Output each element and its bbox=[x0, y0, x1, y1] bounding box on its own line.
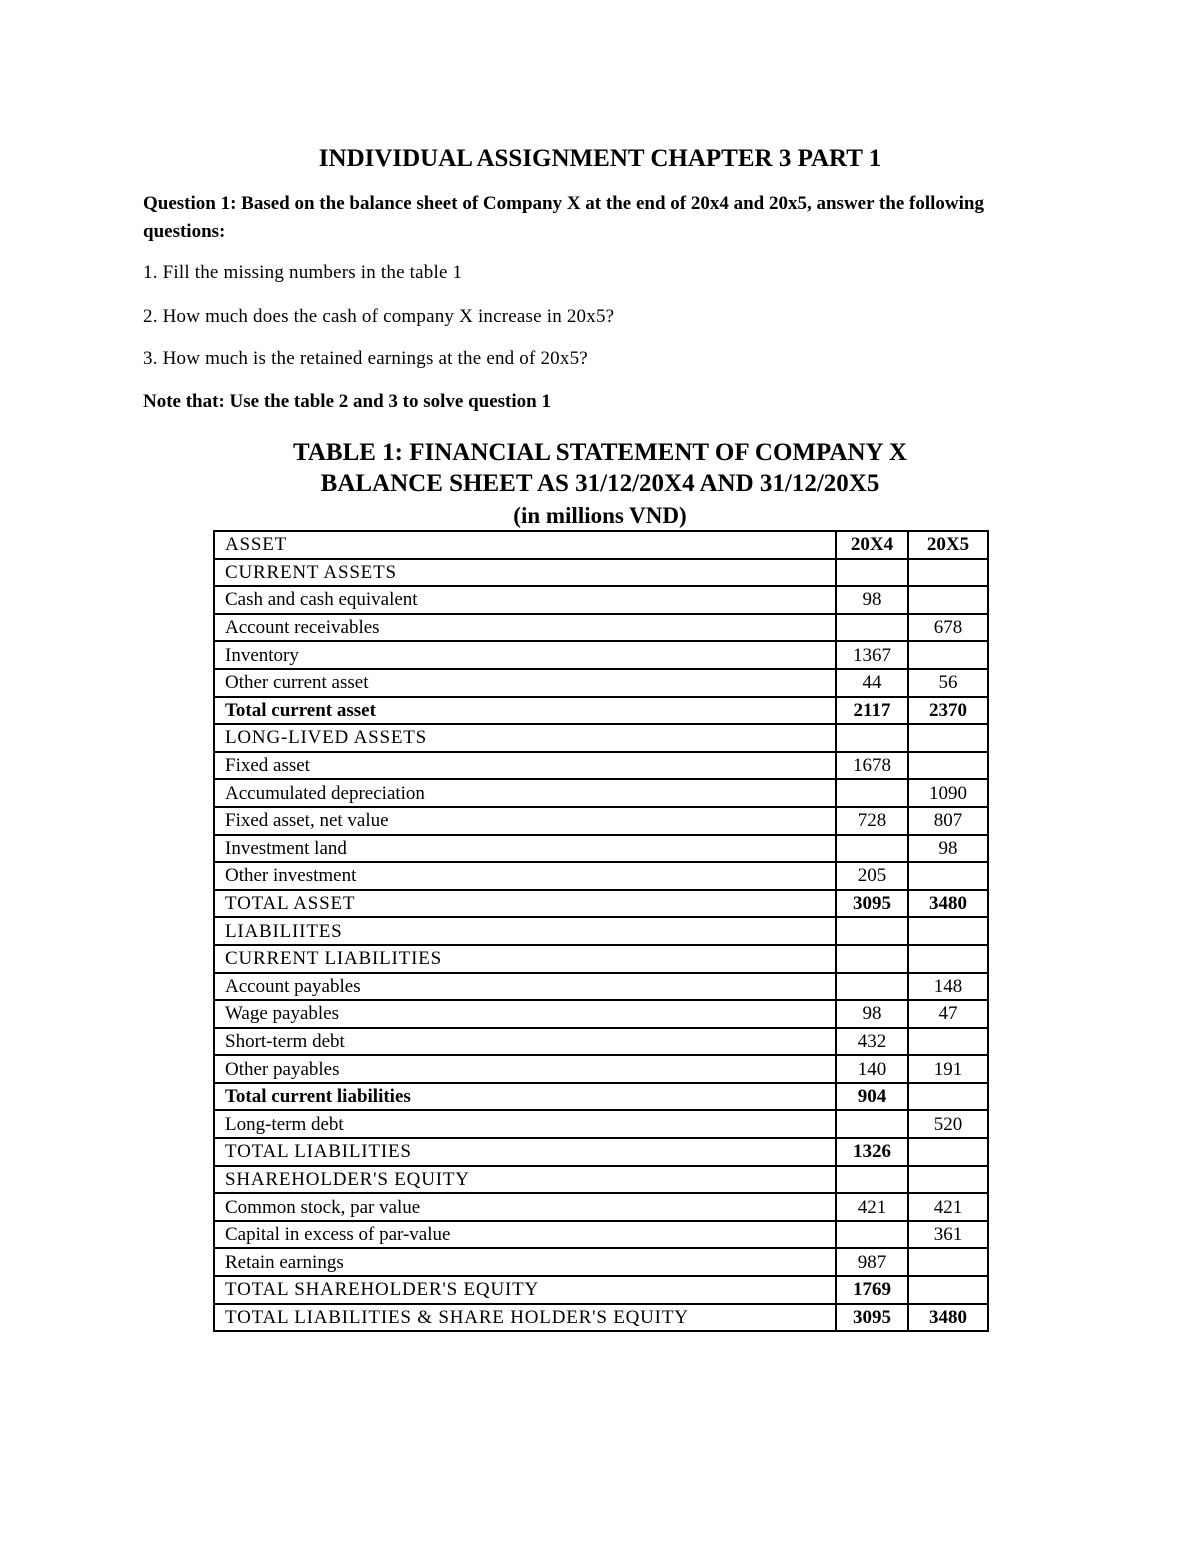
value-20x4 bbox=[836, 779, 908, 807]
row-label: Wage payables bbox=[214, 1000, 836, 1028]
note-text: Note that: Use the table 2 and 3 to solve question 1 bbox=[143, 391, 551, 412]
header-label: ASSET bbox=[214, 531, 836, 559]
value-20x5 bbox=[908, 1083, 988, 1111]
value-20x5 bbox=[908, 945, 988, 973]
table-row bbox=[214, 807, 988, 835]
value-20x5 bbox=[908, 1166, 988, 1194]
row-label: SHAREHOLDER'S EQUITY bbox=[214, 1166, 836, 1194]
value-20x4: 987 bbox=[836, 1248, 908, 1276]
row-label: LONG-LIVED ASSETS bbox=[214, 724, 836, 752]
value-20x5: 47 bbox=[908, 1000, 988, 1028]
question-text: Question 1: Based on the balance sheet of Company X at the end of 20x4 and 20x5, answer the following questions: bbox=[143, 193, 984, 242]
question-item-2: 2. How much does the cash of company X increase in 20x5? bbox=[143, 306, 615, 327]
table-body bbox=[214, 531, 988, 1331]
table-row bbox=[214, 669, 988, 697]
row-label: Retain earnings bbox=[214, 1248, 836, 1276]
row-label: LIABILIITES bbox=[214, 917, 836, 945]
table-row bbox=[214, 641, 988, 669]
row-label: Long-term debt bbox=[214, 1110, 836, 1138]
value-20x4 bbox=[836, 1110, 908, 1138]
table-row bbox=[214, 697, 988, 725]
table-row bbox=[214, 1193, 988, 1221]
value-20x4 bbox=[836, 724, 908, 752]
value-20x4: 1678 bbox=[836, 752, 908, 780]
value-20x5 bbox=[908, 917, 988, 945]
row-label: TOTAL LIABILITIES & SHARE HOLDER'S EQUITY bbox=[214, 1304, 836, 1332]
row-label: TOTAL ASSET bbox=[214, 890, 836, 918]
value-20x4: 98 bbox=[836, 586, 908, 614]
table-header-row bbox=[214, 531, 988, 559]
value-20x4: 1326 bbox=[836, 1138, 908, 1166]
table-row bbox=[214, 917, 988, 945]
value-20x5: 56 bbox=[908, 669, 988, 697]
header-year-20x5: 20X5 bbox=[908, 531, 988, 559]
value-20x4: 205 bbox=[836, 862, 908, 890]
row-label: Inventory bbox=[214, 641, 836, 669]
value-20x5: 148 bbox=[908, 973, 988, 1001]
page-title: INDIVIDUAL ASSIGNMENT CHAPTER 3 PART 1 bbox=[318, 145, 882, 172]
table-row bbox=[214, 835, 988, 863]
value-20x4 bbox=[836, 1166, 908, 1194]
value-20x4: 140 bbox=[836, 1055, 908, 1083]
balance-sheet-table bbox=[213, 530, 989, 1332]
value-20x5: 421 bbox=[908, 1193, 988, 1221]
row-label: Fixed asset, net value bbox=[214, 807, 836, 835]
value-20x5: 191 bbox=[908, 1055, 988, 1083]
row-label: Other payables bbox=[214, 1055, 836, 1083]
value-20x5 bbox=[908, 724, 988, 752]
value-20x4: 3095 bbox=[836, 890, 908, 918]
row-label: Total current liabilities bbox=[214, 1083, 836, 1111]
table-row bbox=[214, 1055, 988, 1083]
table-row bbox=[214, 586, 988, 614]
row-label: Account payables bbox=[214, 973, 836, 1001]
value-20x4 bbox=[836, 1221, 908, 1249]
question-item-3: 3. How much is the retained earnings at the end of 20x5? bbox=[143, 348, 588, 369]
table-row bbox=[214, 559, 988, 587]
table-row bbox=[214, 1028, 988, 1056]
row-label: Fixed asset bbox=[214, 752, 836, 780]
table-unit-note: (in millions VND) bbox=[513, 503, 687, 528]
table-row bbox=[214, 724, 988, 752]
table-row bbox=[214, 614, 988, 642]
value-20x4: 1367 bbox=[836, 641, 908, 669]
row-label: Investment land bbox=[214, 835, 836, 863]
value-20x4 bbox=[836, 559, 908, 587]
value-20x4 bbox=[836, 917, 908, 945]
table-row bbox=[214, 1276, 988, 1304]
row-label: Capital in excess of par-value bbox=[214, 1221, 836, 1249]
table-row bbox=[214, 890, 988, 918]
row-label: Short-term debt bbox=[214, 1028, 836, 1056]
value-20x5: 1090 bbox=[908, 779, 988, 807]
row-label: TOTAL LIABILITIES bbox=[214, 1138, 836, 1166]
row-label: Other investment bbox=[214, 862, 836, 890]
table-row bbox=[214, 1138, 988, 1166]
value-20x4: 1769 bbox=[836, 1276, 908, 1304]
value-20x4 bbox=[836, 614, 908, 642]
value-20x4: 2117 bbox=[836, 697, 908, 725]
question-item-1: 1. Fill the missing numbers in the table 1 bbox=[143, 262, 463, 283]
row-label: Total current asset bbox=[214, 697, 836, 725]
value-20x4: 728 bbox=[836, 807, 908, 835]
table-row bbox=[214, 1083, 988, 1111]
table-row bbox=[214, 973, 988, 1001]
row-label: Accumulated depreciation bbox=[214, 779, 836, 807]
table-row bbox=[214, 1304, 988, 1332]
value-20x5: 3480 bbox=[908, 1304, 988, 1332]
table-row bbox=[214, 1248, 988, 1276]
value-20x4: 3095 bbox=[836, 1304, 908, 1332]
value-20x4: 98 bbox=[836, 1000, 908, 1028]
table-title: TABLE 1: FINANCIAL STATEMENT OF COMPANY X bbox=[293, 439, 907, 466]
value-20x5 bbox=[908, 1138, 988, 1166]
header-year-20x4: 20X4 bbox=[836, 531, 908, 559]
value-20x4: 44 bbox=[836, 669, 908, 697]
value-20x5 bbox=[908, 752, 988, 780]
value-20x5 bbox=[908, 641, 988, 669]
value-20x4: 432 bbox=[836, 1028, 908, 1056]
value-20x5: 678 bbox=[908, 614, 988, 642]
table-row bbox=[214, 1166, 988, 1194]
table-row bbox=[214, 1221, 988, 1249]
row-label: CURRENT LIABILITIES bbox=[214, 945, 836, 973]
table-row bbox=[214, 779, 988, 807]
value-20x4 bbox=[836, 945, 908, 973]
value-20x5: 3480 bbox=[908, 890, 988, 918]
row-label: Account receivables bbox=[214, 614, 836, 642]
table-subtitle: BALANCE SHEET AS 31/12/20X4 AND 31/12/20X5 bbox=[320, 470, 880, 497]
value-20x5: 520 bbox=[908, 1110, 988, 1138]
value-20x5 bbox=[908, 862, 988, 890]
value-20x5 bbox=[908, 1028, 988, 1056]
value-20x5 bbox=[908, 1276, 988, 1304]
table-row bbox=[214, 1000, 988, 1028]
row-label: Cash and cash equivalent bbox=[214, 586, 836, 614]
value-20x5 bbox=[908, 1248, 988, 1276]
table-row bbox=[214, 862, 988, 890]
value-20x4 bbox=[836, 973, 908, 1001]
table-row bbox=[214, 1110, 988, 1138]
value-20x5: 2370 bbox=[908, 697, 988, 725]
row-label: Common stock, par value bbox=[214, 1193, 836, 1221]
row-label: Other current asset bbox=[214, 669, 836, 697]
row-label: TOTAL SHAREHOLDER'S EQUITY bbox=[214, 1276, 836, 1304]
table-row bbox=[214, 752, 988, 780]
table-row bbox=[214, 945, 988, 973]
value-20x4: 904 bbox=[836, 1083, 908, 1111]
value-20x5 bbox=[908, 559, 988, 587]
value-20x4: 421 bbox=[836, 1193, 908, 1221]
value-20x5: 361 bbox=[908, 1221, 988, 1249]
value-20x4 bbox=[836, 835, 908, 863]
value-20x5: 98 bbox=[908, 835, 988, 863]
row-label: CURRENT ASSETS bbox=[214, 559, 836, 587]
value-20x5: 807 bbox=[908, 807, 988, 835]
value-20x5 bbox=[908, 586, 988, 614]
